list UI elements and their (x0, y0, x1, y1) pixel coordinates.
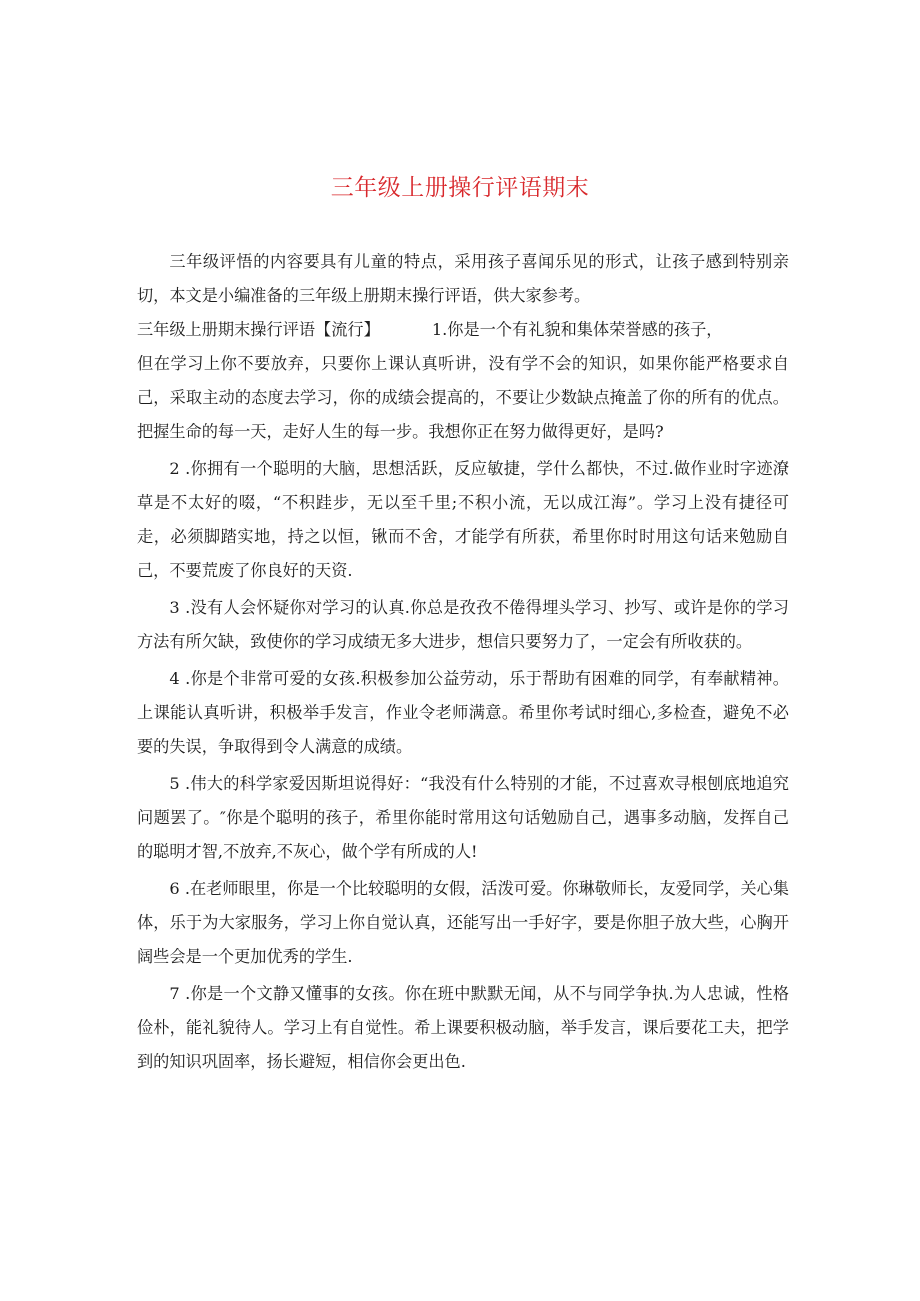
item-7-paragraph: 7 .你是一个文静又懂事的女孩。你在班中默默无闻，从不与同学争执.为人忠诚，性格俭朴，能礼貌待人。学习上有自觉性。希上课要积极动脑，举手发言，课后要花工夫，把学到的知识巩固率，扬长避短，相信你会更出色. (137, 984, 789, 1071)
item-1-paragraph: 但在学习上你不要放弃，只要你上课认真听讲，没有学不会的知识，如果你能严格要求自己，采取主动的态度去学习，你的成绩会提高的，不要让少数缺点掩盖了你的所有的优点。把握生命的每一天，走好人生的每一步。我想你正在努力做得更好，是吗? (137, 354, 789, 441)
document-body (137, 245, 789, 1079)
section-heading-line (137, 313, 789, 347)
item-1-start: 1.你是一个有礼貌和集体荣誉感的孩子， (431, 320, 723, 339)
section-heading: 三年级上册期末操行评语【流行】 (137, 320, 380, 339)
item-6-paragraph: 6 .在老师眼里，你是一个比较聪明的女假，活泼可爱。你琳敬师长，友爱同学，关心集体，乐于为大家服务，学习上你自觉认真，还能写出一手好字，要是你胆子放大些，心胸开阔些会是一个更加优秀的学生. (137, 879, 789, 966)
document-title: 三年级上册操行评语期末 (330, 175, 590, 201)
item-3-paragraph: 3 .没有人会怀疑你对学习的认真.你总是孜孜不倦得埋头学习、抄写、或许是你的学习方法有所欠缺，致使你的学习成绩无多大进步，想信只要努力了，一定会有所收获的。 (137, 598, 789, 651)
item-2-paragraph: 2 .你拥有一个聪明的大脑，思想活跃，反应敏捷，学什么都快，不过.做作业时字迹潦草是不太好的啜，“不积跬步，无以至千里;不积小流，无以成江海”。学习上没有捷径可走，必须脚踏实地，持之以恒，锹而不舍，才能学有所获，希里你时时用这句话来勉励自己，不要荒废了你良好的天资. (137, 459, 789, 580)
intro-paragraph: 三年级评悟的内容要具有儿童的特点，采用孩子喜闻乐见的形式，让孩子感到特别亲切，本文是小编准备的三年级上册期末操行评语，供大家参考。 (137, 252, 789, 305)
item-5-paragraph: 5 .伟大的科学家爱因斯坦说得好：“我没有什么特别的才能，不过喜欢寻根刨底地追究问题罢了。″你是个聪明的孩子，希里你能时常用这句话勉励自己，遇事多动脑，发挥自己的聪明才智,不放弃,不灰心，做个学有所成的人! (137, 774, 789, 861)
item-4-paragraph: 4 .你是个非常可爱的女孩.积极参加公益劳动，乐于帮助有困难的同学，有奉献精神。上课能认真听讲，积极举手发言，作业令老师满意。希里你考试时细心,多检查，避免不必要的失误，争取得到令人满意的成绩。 (137, 669, 789, 756)
